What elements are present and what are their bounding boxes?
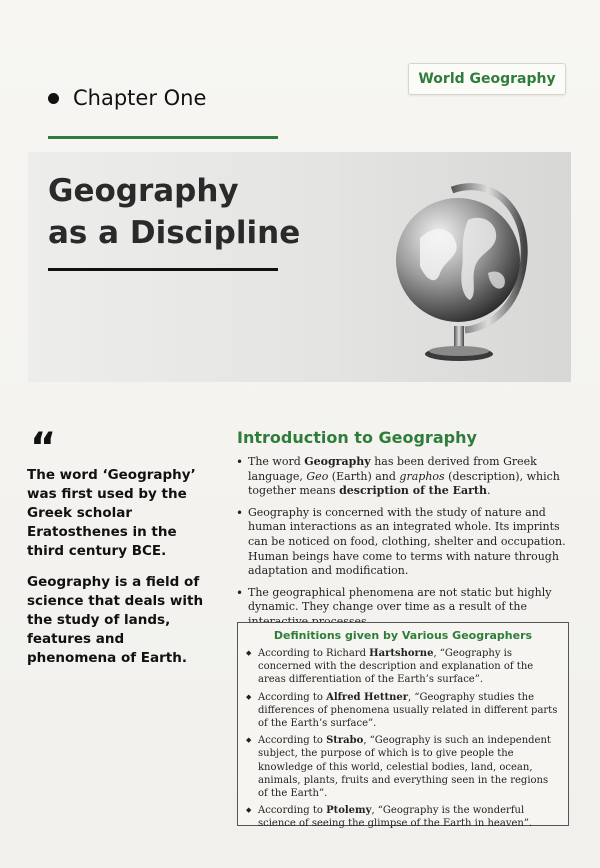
term-geo: Geo [306,469,329,483]
term-description: description of the Earth [339,484,487,498]
chapter-label [48,86,206,110]
definition-item [246,734,560,800]
chapter-underline [48,136,278,139]
text-run: has been derived from Greek language, [248,455,537,483]
section-tag: World Geography [408,63,566,95]
title-line-2: as a Discipline [48,215,301,251]
text-run: According to [258,735,327,747]
definition-quote: , “Geography is concerned with the description and explanation of the areas differentiation of the Earth’s surface”. [258,648,534,686]
text-run: (Earth) and [328,469,400,483]
quote-paragraph-1: The word ‘Geography’ was first used by the Greek scholar Eratosthenes in the third century BCE. [27,467,196,559]
term-geography: Geography [304,455,371,468]
intro-heading: Introduction to Geography [237,428,477,447]
intro-list [234,455,574,637]
globe-icon [390,168,540,368]
definitions-box [237,622,569,830]
intro-bullet-3: • The geographical phenomena are not static but highly dynamic. They change over time as a result of the [234,586,574,630]
geographer-name: Alfred Hettner [326,691,408,703]
geographer-name: Ptolemy [326,805,372,817]
intro-bullet-1 [234,455,574,499]
definition-item [246,691,560,731]
text-run: According to [258,691,327,703]
bullet-dot-icon [48,93,59,104]
title-line-1: Geography [48,173,239,209]
definition-quote: , “Geography is the wonderful science of seeing the glimpse of the Earth in heaven”. [258,805,533,830]
text-run: According to [258,805,327,817]
definitions-list [246,647,560,831]
text-run: (description), which together means [248,469,560,498]
text-run: According to Richard [258,648,370,659]
chapter-title [48,170,300,254]
intro-bullet-2: • Geography is concerned with the study of nature and human interactions as an integrated whole. Its imprints can be noticed on food, clothing, shelter and occupation. Human beings have come to terms with nature through adaptation and modification. [234,506,574,579]
text-run: . [486,484,491,498]
term-graphos: graphos [399,469,445,483]
geographer-name: Hartshorne [369,648,434,659]
pull-quote [27,466,217,680]
definition-quote: , “Geography studies the differences of phenomena usually related in different parts of the Earth’s surface”. [258,691,558,730]
quote-mark: “ [30,425,57,471]
title-underline [48,268,278,271]
definition-item [246,804,560,830]
text-run: The word [248,455,305,468]
chapter-text: Chapter One [73,86,207,110]
definition-quote: , “Geography is such an independent subject, the purpose of which is to give people the knowledge of this world, celestial bodies, land, ocean, animals, plants, fruits and everything seen in the regions of the Earth”. [258,735,551,800]
quote-paragraph-2: Geography is a field of science that deals with the study of lands, features and phenomena of Earth. [27,574,204,666]
geographer-name: Strabo [326,735,364,747]
definitions-heading: Definitions given by Various Geographers [273,629,533,642]
definition-item [246,647,560,687]
